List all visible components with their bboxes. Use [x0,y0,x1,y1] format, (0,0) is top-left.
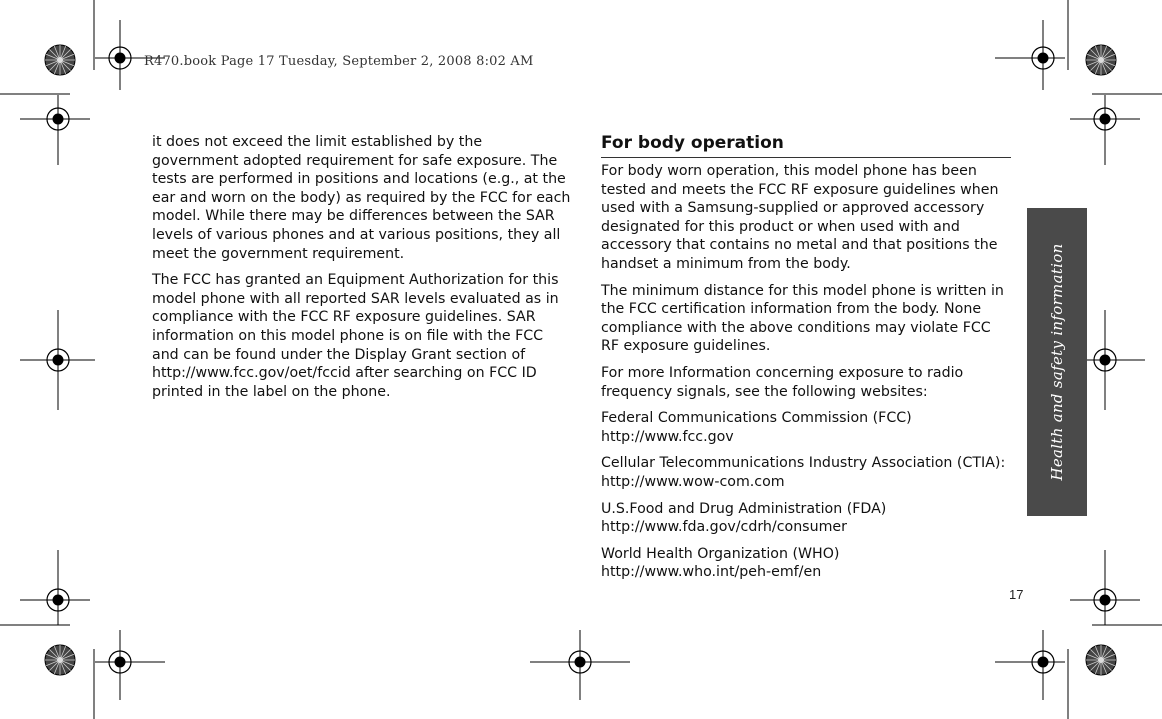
left-column [152,133,572,409]
section-side-tab [1027,208,1087,516]
website-entry-fda [601,500,1011,537]
paragraph-fcc-authorization: The FCC has granted an Equipment Authorization for this model phone with all reported SAR levels evaluated as in compliance with the FCC RF exposure guidelines. SAR information on this model phone is on file with the FCC and can be found under the Display Grant section of http://www.fcc.gov/oet/fccid after searching on FCC ID printed in the label on the phone. [152,272,559,400]
website-name: World Health Organization (WHO) [601,545,840,562]
right-column [601,133,1011,590]
page-number: 17 [1009,587,1024,602]
paragraph-body-worn: For body worn operation, this model phone has been tested and meets the FCC RF exposure guidelines when used with a Samsung-supplied or approved accessory designated for this product or when used with and accessory that contains no metal and that positions the handset a minimum from the body. [601,163,999,272]
website-name: Federal Communications Commission (FCC) [601,410,912,427]
print-header: R470.book Page 17 Tuesday, September 2, 2008 8:02 AM [144,54,534,69]
website-entry-ctia [601,454,1011,491]
website-entry-who [601,545,1011,582]
section-heading-body-operation: For body operation [601,133,1011,158]
paragraph-more-info: For more Information concerning exposure to radio frequency signals, see the following websites: [601,364,964,400]
website-entry-fcc [601,409,1011,446]
website-name: U.S.Food and Drug Administration (FDA) [601,500,887,517]
website-name: Cellular Telecommunications Industry Association (CTIA): [601,455,1006,472]
website-url: http://www.wow-com.com [601,473,785,490]
website-url: http://www.fcc.gov [601,428,734,445]
website-url: http://www.who.int/peh-emf/en [601,564,822,581]
side-tab-label: Health and safety information [1048,243,1066,481]
paragraph-minimum-distance: The minimum distance for this model phone is written in the FCC certification information from the body. None compliance with the above conditions may violate FCC RF exposure guidelines. [601,282,1004,355]
paragraph-sar-limit: it does not exceed the limit established by the government adopted requirement for safe exposure. The tests are performed in positions and locations (e.g., at the ear and worn on the body) as required by the FCC for each model. While there may be differences between the SAR levels of various phones and at various positions, they all meet the government requirement. [152,134,571,262]
website-url: http://www.fda.gov/cdrh/consumer [601,519,847,536]
